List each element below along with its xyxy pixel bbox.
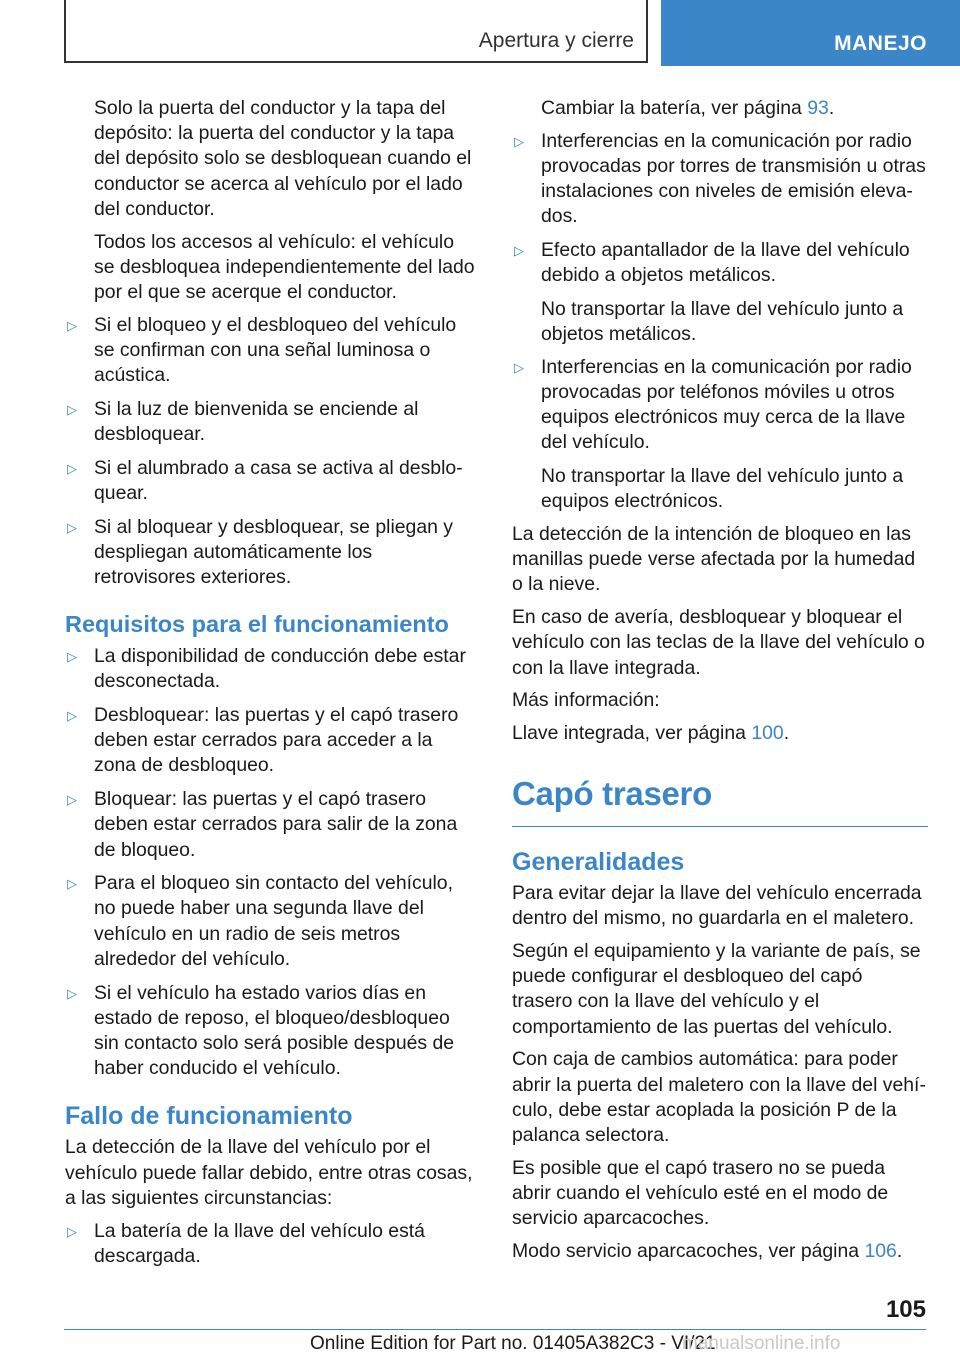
list-item	[512, 129, 928, 230]
list-item	[65, 703, 477, 779]
list-item-text: Si el vehículo ha estado varios días en estado de reposo, el bloqueo/desbloqueo sin contacto solo será posible después de haber conducido el vehículo.	[94, 981, 455, 1080]
body-paragraph: Con caja de cambios automática: para poder abrir la puerta del maletero con la llave del vehículo, debe estar acoplada la posición P de la palanca selectora.	[512, 1048, 926, 1146]
triangle-bullet-icon: ▷	[67, 876, 77, 892]
body-paragraph: La detección de la intención de bloqueo en las manillas puede verse afectada por la humedad o la nieve.	[512, 523, 916, 596]
triangle-bullet-icon: ▷	[514, 243, 524, 259]
chapter-tab-label: MANEJO	[834, 32, 927, 55]
general-heading: Generalidades	[512, 848, 685, 877]
list-item-text: Si al bloquear y desbloquear, se pliegan y despliegan automáticamente los retrovisores exteriores.	[94, 515, 453, 588]
body-paragraph: En caso de avería, desbloquear y bloquear el vehículo con las teclas de la llave del vehículo o con la llave integrada.	[512, 606, 925, 679]
intro-paragraph: Solo la puerta del conductor y la tapa del depósito: la puerta del conductor y la tapa del depósito solo se desbloquean cuando el conductor se acerca al vehículo por el lado del conductor.	[94, 97, 472, 220]
triangle-bullet-icon: ▷	[67, 985, 77, 1001]
body-paragraph: Más información:	[512, 689, 660, 712]
intro-paragraph: Todos los accesos al vehículo: el vehículo se desbloquea independientemente del lado por el que se acerque el conductor.	[94, 230, 475, 303]
body-paragraph: Para evitar dejar la llave del vehículo encerrada dentro del mismo, no guardarla en el maletero.	[512, 882, 922, 930]
list-item-text: Desbloquear: las puertas y el capó trasero deben estar cerrados para acceder a la zona de desbloqueo.	[94, 704, 459, 777]
paragraph-text: Modo servicio aparcacoches, ver página	[512, 1239, 865, 1262]
list-item-text: Interferencias en la comunicación por radio provocadas por teléfonos móviles u otros equipos electrónicos muy cerca de la llave del vehículo.	[541, 355, 912, 454]
watermark: manualsonline.info	[682, 1333, 841, 1354]
page-link-93[interactable]: 93	[807, 97, 829, 119]
body-paragraph: Según el equipamiento y la variante de país, se puede configurar el desbloqueo del capó trasero con la llave del vehículo y el comportamiento de las puertas del vehículo.	[512, 940, 921, 1038]
list-item	[65, 456, 477, 506]
triangle-bullet-icon: ▷	[67, 317, 77, 333]
requirements-heading: Requisitos para el funcionamiento	[65, 611, 449, 638]
list-item	[65, 397, 477, 447]
triangle-bullet-icon: ▷	[67, 519, 77, 535]
edition-text: Online Edition for Part no. 01405A382C3 - VI/21	[310, 1333, 716, 1354]
list-item	[65, 1219, 477, 1269]
list-item	[65, 644, 477, 694]
paragraph-text: Llave integrada, ver página	[512, 721, 752, 744]
list-item-text: Interferencias en la comunicación por radio provocadas por torres de transmisión u otras instalaciones con niveles de emisión elevados.	[541, 129, 926, 228]
list-item-text: Si la luz de bienvenida se enciende al desbloquear.	[94, 397, 419, 445]
continued-paragraph: Cambiar la batería, ver página 93.	[541, 97, 835, 119]
list-item-text: Si el alumbrado a casa se activa al desbloquear.	[94, 456, 463, 504]
page-header	[0, 0, 960, 66]
triangle-bullet-icon: ▷	[514, 133, 524, 149]
body-paragraph: Llave integrada, ver página 100.	[512, 721, 790, 744]
list-item	[65, 313, 477, 389]
list-item-text: Para el bloqueo sin contacto del vehículo, no puede haber una segunda llave del vehículo en un radio de seis metros alrededor del vehículo.	[94, 872, 453, 970]
triangle-bullet-icon: ▷	[67, 649, 77, 665]
list-note: No transportar la llave del vehículo junto a equipos electrónicos.	[541, 465, 904, 513]
chapter-heading: Capó trasero	[512, 774, 928, 827]
section-header-box	[64, 0, 648, 63]
list-item	[65, 871, 477, 972]
left-column	[65, 96, 477, 1277]
list-item	[65, 981, 477, 1082]
triangle-bullet-icon: ▷	[514, 359, 524, 375]
list-note: No transportar la llave del vehículo junto a objetos metálicos.	[541, 297, 904, 346]
body-paragraph: Es posible que el capó trasero no se pueda abrir cuando el vehículo esté en el modo de servicio aparcacoches.	[512, 1156, 889, 1230]
list-item	[65, 787, 477, 863]
triangle-bullet-icon: ▷	[67, 460, 77, 476]
page-link-106[interactable]: 106	[864, 1239, 897, 1262]
chapter-tab[interactable]	[661, 0, 960, 66]
triangle-bullet-icon: ▷	[67, 1223, 77, 1239]
list-item	[512, 238, 928, 288]
list-item-text: Efecto apantallador de la llave del vehículo debido a objetos metálicos.	[541, 239, 910, 287]
triangle-bullet-icon: ▷	[67, 708, 77, 724]
footer-divider	[64, 1329, 926, 1330]
page-number: 105	[885, 1296, 926, 1323]
right-column	[512, 96, 928, 1272]
list-item	[65, 515, 477, 591]
section-title: Apertura y cierre	[478, 29, 634, 52]
paragraph-text: Cambiar la batería, ver página	[541, 97, 808, 119]
triangle-bullet-icon: ▷	[67, 401, 77, 417]
body-paragraph: Modo servicio aparcacoches, ver página 106.	[512, 1239, 903, 1262]
list-item	[512, 355, 928, 456]
failure-heading: Fallo de funcionamiento	[65, 1102, 353, 1131]
failure-paragraph: La detección de la llave del vehículo por el vehículo puede fallar debido, entre otras cosas, a las siguientes circunstancias:	[65, 1136, 473, 1209]
list-item-text: Bloquear: las puertas y el capó trasero deben estar cerrados para salir de la zona de bloqueo.	[94, 788, 458, 861]
list-item-text: La batería de la llave del vehículo está descargada.	[94, 1219, 425, 1267]
page-link-100[interactable]: 100	[751, 721, 784, 744]
list-item-text: La disponibilidad de conducción debe estar desconectada.	[94, 645, 466, 693]
triangle-bullet-icon: ▷	[67, 792, 77, 808]
list-item-text: Si el bloqueo y el desbloqueo del vehículo se confirman con una señal luminosa o acústica.	[94, 313, 457, 387]
